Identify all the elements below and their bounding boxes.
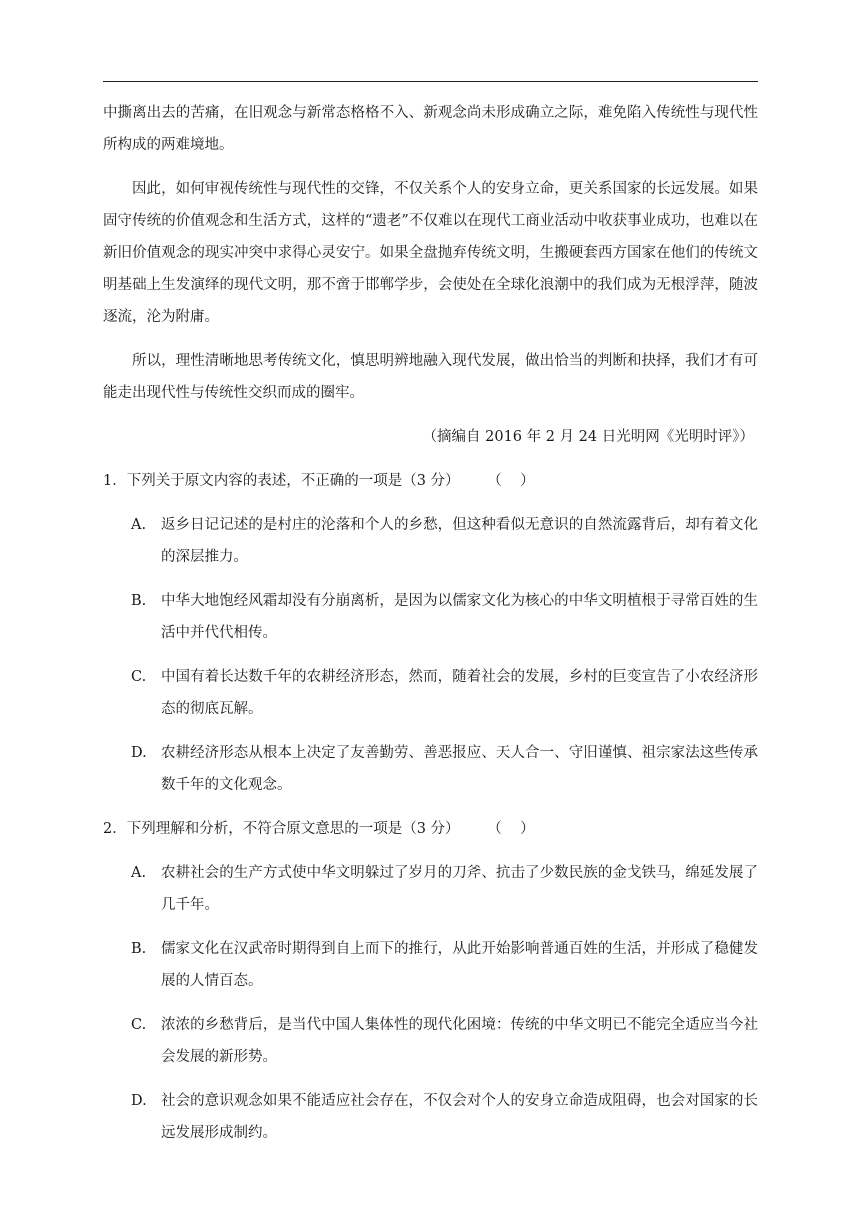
question-1 bbox=[103, 465, 758, 801]
source-citation: （摘编自 2016 年 2 月 24 日光明网《光明时评》） bbox=[422, 429, 754, 445]
option-d bbox=[103, 1085, 758, 1149]
option-text: 农耕经济形态从根本上决定了友善勤劳、善恶报应、天人合一、守旧谨慎、祖宗家法这些传承数千年的文化观念。 bbox=[161, 745, 758, 793]
option-a bbox=[103, 857, 758, 921]
option-text: 儒家文化在汉武帝时期得到自上而下的推行，从此开始影响普通百姓的生活，并形成了稳健发展的人情百态。 bbox=[161, 941, 758, 989]
option-b bbox=[103, 933, 758, 997]
option-letter: C. bbox=[131, 669, 147, 685]
option-text: 中国有着长达数千年的农耕经济形态，然而，随着社会的发展，乡村的巨变宣告了小农经济形态的彻底瓦解。 bbox=[161, 669, 758, 717]
option-c bbox=[103, 1009, 758, 1073]
option-letter: D. bbox=[131, 745, 147, 761]
header-rule bbox=[103, 81, 758, 82]
document-body bbox=[103, 97, 758, 1161]
passage-paragraph: 所以，理性清晰地思考传统文化，慎思明辨地融入现代发展，做出恰当的判断和抉择，我们才有可能走出现代性与传统性交织而成的圈牢。 bbox=[103, 353, 758, 401]
passage-paragraph: 中撕离出去的苦痛，在旧观念与新常态格格不入、新观念尚未形成确立之际，难免陷入传统性与现代性所构成的两难境地。 bbox=[103, 105, 758, 153]
question-2 bbox=[103, 813, 758, 1149]
option-text: 浓浓的乡愁背后，是当代中国人集体性的现代化困境：传统的中华文明已不能完全适应当今社会发展的新形势。 bbox=[161, 1017, 758, 1065]
option-text: 返乡日记记述的是村庄的沦落和个人的乡愁，但这种看似无意识的自然流露背后，却有着文化的深层推力。 bbox=[161, 517, 758, 565]
question-stem: 2．下列理解和分析，不符合原文意思的一项是（3 分） （ ） bbox=[103, 821, 535, 837]
option-text: 社会的意识观念如果不能适应社会存在，不仅会对个人的安身立命造成阻碍，也会对国家的长远发展形成制约。 bbox=[161, 1093, 758, 1141]
option-a bbox=[103, 509, 758, 573]
option-text: 中华大地饱经风霜却没有分崩离析，是因为以儒家文化为核心的中华文明植根于寻常百姓的生活中并代代相传。 bbox=[161, 593, 758, 641]
question-stem: 1．下列关于原文内容的表述，不正确的一项是（3 分） （ ） bbox=[103, 473, 535, 489]
option-letter: C. bbox=[131, 1017, 147, 1033]
option-b bbox=[103, 585, 758, 649]
option-text: 农耕社会的生产方式使中华文明躲过了岁月的刀斧、抗击了少数民族的金戈铁马，绵延发展了几千年。 bbox=[161, 865, 758, 913]
option-letter: B. bbox=[131, 941, 147, 957]
option-c bbox=[103, 661, 758, 725]
option-letter: A. bbox=[131, 517, 147, 533]
passage-paragraph: 因此，如何审视传统性与现代性的交锋，不仅关系个人的安身立命，更关系国家的长远发展。如果固守传统的价值观念和生活方式，这样的“遗老”不仅难以在现代工商业活动中收获事业成功，也难以在新旧价值观念的现实冲突中求得心灵安宁。如果全盘抛弃传统文明，生搬硬套西方国家在他们的传统文明基础上生发演绎的现代文明，那不啻于邯郸学步，会使处在全球化浪潮中的我们成为无根浮萍，随波逐流，沦为附庸。 bbox=[103, 181, 758, 325]
option-letter: A. bbox=[131, 865, 147, 881]
option-letter: D. bbox=[131, 1093, 147, 1109]
option-d bbox=[103, 737, 758, 801]
option-letter: B. bbox=[131, 593, 147, 609]
